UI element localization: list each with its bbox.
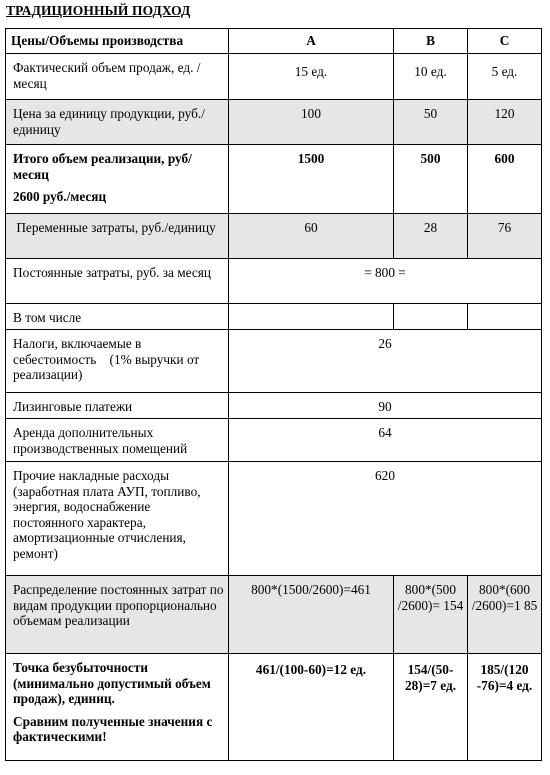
row-label: Налоги, включаемые в себестоимость (1% выручки от реализации) bbox=[6, 330, 229, 393]
row-label: В том числе bbox=[6, 304, 229, 330]
table-row bbox=[6, 145, 542, 214]
table-row bbox=[6, 330, 542, 393]
row-label-line2: 2600 руб./месяц bbox=[13, 189, 107, 204]
empty-cell-a bbox=[229, 304, 394, 330]
row-label bbox=[6, 654, 229, 761]
row-label-line1: Точка безубыточности (минимально допустимый объем продаж), единиц. bbox=[13, 660, 211, 706]
table-row bbox=[6, 654, 542, 761]
merged-cell: 26 bbox=[229, 330, 542, 393]
cell-a: 15 ед. bbox=[229, 54, 394, 100]
cell-c: 600 bbox=[468, 145, 542, 214]
row-label: Лизинговые платежи bbox=[6, 393, 229, 419]
header-label: Цены/Объемы производства bbox=[6, 29, 229, 54]
table-row bbox=[6, 576, 542, 654]
merged-cell: 90 bbox=[229, 393, 542, 419]
row-label: Распределение постоянных затрат по видам продукции пропорционально объемам реализации bbox=[6, 576, 229, 654]
cell-c: 800*(600 /2600)=1 85 bbox=[468, 576, 542, 654]
merged-cell: = 800 = bbox=[229, 259, 542, 304]
empty-cell-c bbox=[468, 304, 542, 330]
cell-b: 50 bbox=[394, 100, 468, 145]
table-row bbox=[6, 462, 542, 576]
cell-b: 800*(500 /2600)= 154 bbox=[394, 576, 468, 654]
cell-a: 461/(100-60)=12 ед. bbox=[229, 654, 394, 761]
row-label bbox=[6, 145, 229, 214]
cell-a: 100 bbox=[229, 100, 394, 145]
row-label: Цена за единицу продукции, руб./единицу bbox=[6, 100, 229, 145]
breakeven-table bbox=[5, 28, 542, 761]
row-label-line2: Сравним полученные значения с фактическими! bbox=[13, 713, 213, 744]
cell-c: 120 bbox=[468, 100, 542, 145]
row-label: Постоянные затраты, руб. за месяц bbox=[6, 259, 229, 304]
merged-cell: 620 bbox=[229, 462, 542, 576]
cell-c: 5 ед. bbox=[468, 54, 542, 100]
header-col-a: A bbox=[229, 29, 394, 54]
table-row bbox=[6, 419, 542, 462]
table-row bbox=[6, 214, 542, 259]
row-label: Прочие накладные расходы (заработная плата АУП, топливо, энергия, водоснабжение постоянного характера, амортизационные отчисления, ремонт) bbox=[6, 462, 229, 576]
page-title: ТРАДИЦИОННЫЙ ПОДХОД bbox=[6, 3, 191, 18]
table-row bbox=[6, 393, 542, 419]
table-row bbox=[6, 100, 542, 145]
cell-b: 28 bbox=[394, 214, 468, 259]
empty-cell-b bbox=[394, 304, 468, 330]
cell-c: 76 bbox=[468, 214, 542, 259]
table-header-row bbox=[6, 29, 542, 54]
cell-a: 800*(1500/2600)=461 bbox=[229, 576, 394, 654]
row-label: Фактический объем продаж, ед. /месяц bbox=[6, 54, 229, 100]
cell-b: 500 bbox=[394, 145, 468, 214]
cell-a: 60 bbox=[229, 214, 394, 259]
row-label: Переменные затраты, руб./единицу bbox=[6, 214, 229, 259]
header-col-b: B bbox=[394, 29, 468, 54]
row-label-line1: Итого объем реализации, руб/месяц bbox=[13, 151, 192, 182]
header-col-c: C bbox=[468, 29, 542, 54]
table-row bbox=[6, 304, 542, 330]
cell-b: 10 ед. bbox=[394, 54, 468, 100]
table-row bbox=[6, 259, 542, 304]
merged-cell: 64 bbox=[229, 419, 542, 462]
cell-a: 1500 bbox=[229, 145, 394, 214]
table-row bbox=[6, 54, 542, 100]
row-label: Аренда дополнительных производственных помещений bbox=[6, 419, 229, 462]
cell-b: 154/(50-28)=7 ед. bbox=[394, 654, 468, 761]
cell-c: 185/(120 -76)=4 ед. bbox=[468, 654, 542, 761]
